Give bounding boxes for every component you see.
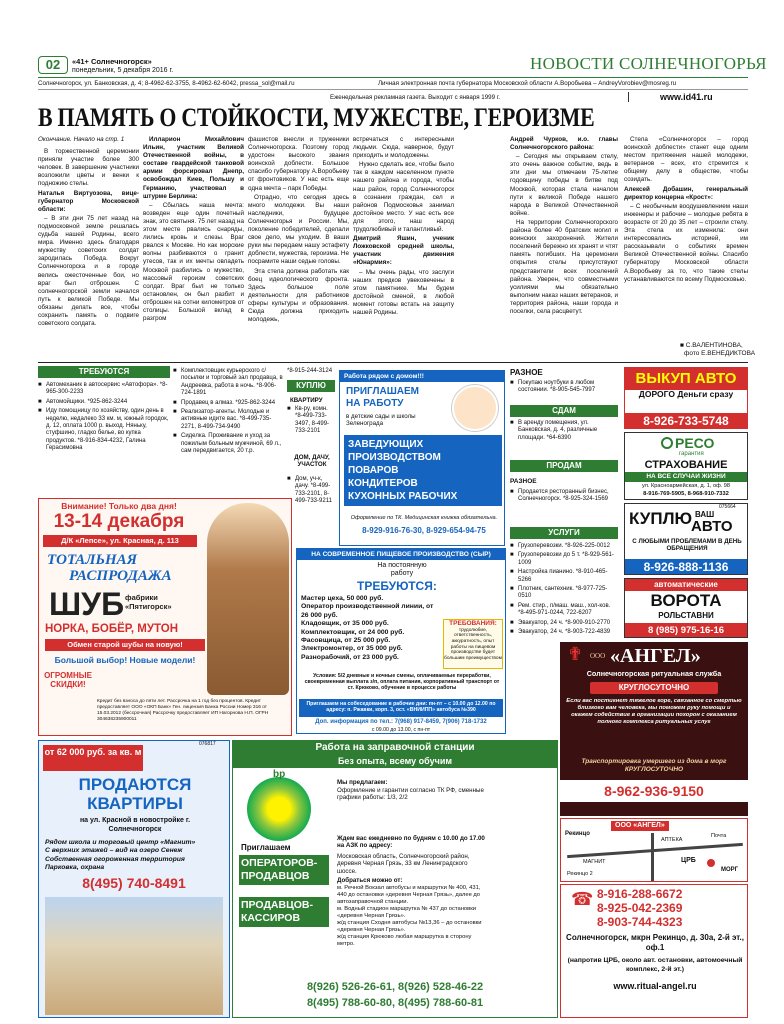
kids-work-note: Оформление по ТК. Медицинская книжка обязательна. [350,515,498,521]
bp-logo-text: bp [273,769,286,780]
gates-phone: 8 (985) 975-16-16 [625,623,747,638]
gates-top: автоматические [625,579,747,591]
realty-ad [38,740,230,1018]
food-contacts: Доп. информация по тел.: 7(968) 917-8459, 7(906) 718-1732 [315,719,487,725]
angel-ad [560,642,748,816]
map-label: Почта [711,833,727,839]
fur-factory: фабрики «Пятигорск» [125,593,172,611]
bp-routes [337,885,487,948]
classified-ad: ■ Продается ресторанный бизнес, Солнечногорск. *8-925-324-1569 [510,489,618,504]
article-column-5 [510,136,618,354]
angel-address-2: (напротив ЦРБ, около авт. остановки, автомоечный комплекс, 2-й эт.) [567,957,743,973]
article-paragraph: Отрадно, что сегодня здесь много молодежи. Вы наши наследники, будущее Солнечногорья и России. Мы, поколение победителей, сделали свое дело, мы уходим. В ваши руки мы передаем нашу эстафету доблести, мужества, героизма. Не посрамите наши седые головы. [248,193,349,266]
building-photo [45,897,223,1015]
fur-credit: Кредит без взноса до пяти лет. Рассрочка на 1 год без процентов. Кредит предоставляет ООО «ОКП Банк» Ген. лицензия Банка России Номер 316 от 15.03.2012 (бессрочная) Рассрочку предоставляет ИП Нагорнова Н.П. ОГРН 304638235900011 [97,699,269,722]
realty-price: от 62 000 руб. за кв. м [43,745,143,771]
angel-logo-icon: ✟ [567,644,583,664]
article-paragraph: Эта стела должна работать как боец идеологического фронта. Здесь большое поле деятельности для работников сферы культуры и образования. Сюда должна приходить молодежь, [248,267,349,324]
fur-dates: 13-14 декабря [53,511,185,532]
bp-wait: Ждем вас ежедневно по будням с 10.00 до 17.00 на АЗК по адресу: [337,835,485,850]
classified-ad: ■ Настройка пианино. *8-910-465-5266 [510,569,618,584]
food-req-box [443,619,503,669]
food-need: ТРЕБУЮТСЯ: [357,579,437,593]
page-number: 02 [45,57,61,72]
article-paragraph: – Сбылась наша мечта: возведен еще один почетный знак, это святыня. 75 лет назад на этом месте рвались снаряды, лились кровь и слезы. Враг рвался к Москве. Но как морские волны разбиваются о гранит утесов, так и их мечты овладеть Москвой разбились о мужество, массовый героизм советских солдат. Враг был не только остановлен, он был разбит и отброшен на сотни километров от столицы. Большой вклад в разгром [143,201,244,323]
section-kuplyu: КУПЛЮ [287,380,335,392]
fur-types: НОРКА, БОБЁР, МУТОН [45,623,178,635]
map-road [651,833,654,881]
bp-phones2: 8(495) 788-60-80, 8(495) 788-60-81 [306,997,484,1009]
food-contacts-time: с 09.00 до 13.00, с пн-пт [371,727,431,733]
section-prodam: ПРОДАМ [510,460,618,472]
speaker-name: Дмитрий Яшин, ученик Ложковской средней школы, участник движения «Юнармия»: [353,235,454,267]
realty-list [45,839,225,873]
angel-contacts [560,884,748,1018]
food-job: Мастер цеха, 50 000 руб. [301,595,384,602]
section-uslugi: УСЛУГИ [510,527,618,539]
map-label: АПТЕКА [661,837,683,843]
realty-phone: 8(495) 740-8491 [82,875,186,891]
kids-work-phones: 8-929-916-76-30, 8-929-654-94-75 [362,526,486,535]
food-production-ad [296,548,506,734]
reso-sub: НА ВСЕ СЛУЧАИ ЖИЗНИ [625,472,747,482]
classified-ad: ■ Реализатор-агенты. Молодые и активные идите вас. *8-499-735-2271, 8-499-734-9490 [173,409,283,431]
food-top: НА СОВРЕМЕННОЕ ПИЩЕВОЕ ПРОИЗВОДСТВО (СЫР) [297,549,505,560]
article-column-1 [38,136,139,354]
kids-work-title1: ПРИГЛАШАЕМ [346,386,419,397]
article-paragraph: встречаться с интересными людьми. Сюда, наверное, будут приходить и молодожены. [353,136,454,160]
classified-ad: ■ Грузоперевозки. *8-926-225-0012 [510,543,618,550]
article-paragraph: – С необычным воодушевлением наши инженеры и рабочие – молодые ребята в возрасте от 20 до 35 лет – строили стелу. Эта стела их изменила: они интересовались историей, им рассказывали о событиях времен Великой Отечественной войны. Спасибо губернатору Московской области А.Воробьеву за то, что такие стелы устанавливаются по всему Подмосковью. [624,202,748,283]
classified-ad: ■ Автомойщики. *925-862-3244 [38,399,170,406]
bp-route: ж/д станция Крюково любая маршрутка в сторону метро. [337,934,472,947]
angel-site[interactable]: www.ritual-angel.ru [613,981,697,991]
bp-offer-title: Мы предлагаем: [337,779,388,786]
continuation-note: Окончание. Начало на стр. 1 [38,136,125,143]
address-line: Солнечногорск, ул. Банковская, д. 4; 8-4962-62-3755, 8-4962-62-6042, pressa_sol@mail.ru [38,80,295,87]
issue-date: понедельник, 5 декабря 2016 г. [72,67,174,74]
classified-ad: ■ Кв-ру, комн. *8-499-733-3497, 8-499-733-2101 [287,406,337,436]
prodam-ad [510,489,618,506]
angel-name: «АНГЕЛ» [610,645,701,667]
article-paragraph: фашистов внесли и труженики Солнечногорска. Поэтому город удостоен высокого звания воинской доблести. Большое спасибо губернатору А.Воробьеву от фронтовиков. У нас есть еще одна мечта – парк Победы. [248,136,349,192]
paper-name: «41+ Солнечногорск» [72,57,152,66]
auto-buy-line2: ВАШ [695,510,715,519]
classified-ad: ■ Автомеханик в автосервис «Автофора». *8-965-300-2233 [38,382,170,397]
map-pin-icon [707,859,715,867]
bp-title1: Работа на заправочной станции [233,741,557,755]
food-job: Фасовщица, от 25 000 руб. [301,637,391,645]
gates-main: ВОРОТА [650,591,722,610]
auto-buy-code: 075664 [719,504,736,510]
reso-logo-icon [661,437,673,449]
auto-buyout-phone: 8-926-733-5748 [625,413,747,429]
classified-ad: ■ Сиделка. Проживание и уход за пожилым больным мужчиной, 69 л., сам передвигается, 20 т.р. [173,433,283,455]
kids-work-list [344,435,502,506]
fur-sale1: ТОТАЛЬНАЯ [47,552,138,568]
bp-pos2: ПРОДАВЦОВ-КАССИРОВ [239,897,329,927]
fur-sale2: РАСПРОДАЖА [69,568,172,584]
classified-ad: ■ Эвакуатор, 24 ч. *8-903-722-4839 [510,629,618,636]
realty-item: Рядом школа и торговый центр «Магнит» [45,839,196,846]
article-column-2 [143,136,244,354]
angel-round: КРУГЛОСУТОЧНО [590,682,718,694]
gates-ad [624,578,748,638]
bp-offer: Оформление и гарантии согласно ТК РФ, сменные графики работы: 1/3, 2/2 [337,787,484,802]
map-road [567,843,743,858]
bp-logo-icon [247,777,311,841]
speaker-name: Андрей Чурков, и.о. главы Солнечногорского района: [510,136,618,152]
bp-route: м. Водный стадион маршрутка № 437 до остановки «деревня Черная Грязь». [337,906,476,919]
realty-address: на ул. Красной в новостройке г. Солнечногорск [79,817,191,833]
bp-pos1: ОПЕРАТОРОВ-ПРОДАВЦОВ [239,855,329,885]
classified-ad: ■ Иду помощницу по хозяйству, один день в неделю, недалеко 33 км. м, южный городок, д. 12, оплата 1000 р. выход. Няньку, стуфшино, гладко белье, во купка продуктов. *8-916-834-4232, Галина Герасимовна [38,408,170,452]
speaker-name: Алексей Добашин, генеральный директор концерна «Крост»: [624,185,748,201]
kids-work-item: ЗАВЕДУЮЩИХ ПРОИЗВОДСТВОМ [348,439,441,463]
kids-work-top: Работа рядом с домом!!! [340,371,505,382]
classified-ad: ■ Эвакуатор, 24 ч. *8-909-910-2770 [510,620,618,627]
section-title: НОВОСТИ СОЛНЕЧНОГОРЬЯ [530,54,767,73]
page-number-badge [38,56,68,74]
article-paragraph: – Сегодня мы открываем стелу, это очень важное событие, ведь в эти дни мы отмечаем 75-летие годовщину победы в битве под Москвой, которая стала началом пути к великой Победе нашего народа в Великой Отечественной войне. [510,153,618,217]
kuplyu-sub-dom: ДОМ, ДАЧУ, УЧАСТОК [294,454,330,469]
gates-sub: РОЛЬСТАВНИ [658,611,714,620]
auto-buyout-ad [624,367,748,429]
article-paragraph: Стела «Солнечногорск – город воинской доблести» станет еще одним местом притяжения нашей молодежи, ветеранов – всех, кто стремится к общему делу в обществе, чтобы созидать. [624,136,748,184]
header-divider [628,92,629,102]
fur-exchange: Обмен старой шубы на новую! [45,639,205,651]
map-label: ЦРБ [681,857,696,864]
weekly-note: Еженедельная рекламная газета. Выходит с января 1999 г. [330,94,500,101]
reso-address: ул. Красноармейская, д. 1, оф. 98 [641,483,731,489]
byline-author: ■ С.ВАЛЕНТИНОВА, [680,342,743,349]
bp-title2: Без опыта, всему обучим [233,755,557,768]
angel-text: Если вас постигнет тяжелое горе, связанное со смертью близкого вам человека, мы поможем руку помощи и окажем содействие в организации похорон с оказанием полного комплекса ритуальных услуг [566,698,742,725]
realty-item: Парковка, охрана [45,864,105,872]
classified-ad: ■ Комплектовщик курьерского с/посылки и торговый зал продавца, в Андреевка, работа в ночь. *8-906-724-1891 [173,368,283,398]
angel-prefix: ООО [590,652,606,660]
kuplyu-sub-kvartira: КВАРТИРУ [290,397,323,404]
realty-item: Собственная огороженная территория [45,855,185,863]
realty-item: С верхних этажей – вид на озеро Сенеж [45,847,183,855]
bp-route-title: Добраться можно от: [337,877,403,884]
food-job: Электромонтер, от 35 000 руб. [301,645,403,653]
sdam-ad [510,420,618,444]
fur-place: Д/К «Лепсе», ул. Красная, д. 113 [43,535,197,547]
fur-sale-ad [38,498,292,736]
article-column-4 [353,136,454,354]
classified-ad: ■ Дом, уч-к, дачу. *8-499-733-2101, 8-499-733-9211 [287,476,337,506]
food-req-text: трудолюбие, ответственность, аккуратность, опыт работы на пищевом производстве будет большим преимуществом [444,627,502,661]
kids-work-title2: НА РАБОТУ [346,398,404,409]
uslugi-list [510,543,618,638]
angel-address: Солнечногорск, мкрн Рекинцо, д. 30а, 2-й эт., оф.1 [566,933,744,952]
angel-transport: Транспортировка умершего из дома в морг КРУГЛОСУТОЧНО [581,758,727,773]
food-job: Комплектовщик, от 24 000 руб. [301,628,405,636]
classified-ad: ■ Покупаю ноутбуки в любом состоянии. *8-905-545-7997 [510,380,618,395]
auto-buyout-sub: ДОРОГО Деньги сразу [638,389,734,399]
realty-code: 076817 [199,741,216,747]
auto-buy-ad [624,503,748,575]
map-label: Рекинцо 2 [567,871,593,877]
speaker-name: Илларион Михайлович Ильин, участник Великой Отечественной войны, в составе гвардейской танковой армии форсировал Днепр, освобождал Киев, Польшу и Германию, участвовал в штурме Берлина: [143,136,244,200]
map-label: МАГНИТ [583,859,606,865]
article-paragraph: На территории Солнечногорского района более 40 братских могил и воинских захоронений. Жители поселений бережно их хранят и чтят память погибших. На церемонии открытия стелы присутствуют представители всех поселений района. Уверен, что совместными усилиями мы обязательно выполним наказ наших ветеранов, и территория района, наши города и поселки, села расцветут. [510,218,618,315]
speaker-name: Наталья Виртуозова, вице-губернатор Московской области: [38,189,139,213]
map-label: Рекинцо [565,831,590,837]
auto-buy-line3: АВТО [691,518,733,535]
fur-top: Внимание! Только два дня! [61,501,177,511]
article-column-6 [624,136,748,342]
kuplyu-kvartira-ad [287,406,337,438]
header-rule [38,77,748,78]
trebuyutsya-phone-top: *8-915-244-3124 [287,368,333,374]
bp-route: ж/д станция Сходня автобусы №13,36 – до остановки «деревня Черная Грязь». [337,920,482,933]
angel-phone-2: 8-925-042-2369 [597,901,683,915]
website: www.id41.ru [660,92,713,102]
kids-work-ad [339,370,505,546]
reso-brand-sub: гарантия [679,451,704,457]
prodam-sub: РАЗНОЕ [510,478,537,485]
article-paragraph: – Мы очень рады, что заслуги наших предков увековечены в этом памятнике. Мы будем достойной сменой, в любой момент готовы встать на защиту нашей Родины. [353,268,454,316]
reso-brand: РЕСО [675,435,715,451]
article-bottom-rule [38,362,748,363]
article-paragraph: В торжественной церемонии приняли участие более 300 человек. В завершение участники возложили цветы и венки к подножию стелы. [38,148,139,188]
classified-ad: ■ Рем. стир., п/маш. маш., хол-ков. *8-495-971-0244, 722-6207 [510,603,618,618]
byline-photo: фото Е.ВЕНЕДИКТОВА [684,350,756,357]
food-req-title: ТРЕБОВАНИЯ: [449,620,497,627]
kuplyu-dom-ad [287,476,337,508]
chef-illustration [452,385,498,431]
classified-ad: ■ Плотник, сантехник. *8-977-725-0510 [510,586,618,601]
kids-work-item: ПОВАРОВ [348,465,399,476]
fur-choice: Большой выбор! Новые модели! [54,655,196,665]
kids-work-item: КУХОННЫХ РАБОЧИХ [348,491,458,502]
bp-address: Московская область, Солнечногорский район, деревня Черная Грязь, 33 км Ленинградского шоссе. [337,853,470,875]
header-rule-2 [38,89,748,90]
kids-work-sub: в детские сады и школы Зеленограда [346,413,416,428]
reso-phones: 8-916-769-5905, 8-968-910-7332 [643,491,729,497]
fur-model-photo [207,503,289,695]
classified-ad: ■ Грузоперевозки до 5 т. *8-929-561-1009 [510,552,618,567]
bp-route: м. Речной Вокзал автобусы и маршрутки № 400, 431, 440 до остановки «деревня Черная Грязь», далее до автозаправочной станции. [337,885,481,905]
food-jobs [301,595,441,662]
governor-email: Личная электронная почта губернатора Московской области А.Воробьева – AndreyVorobiev@mosreg.ru [378,80,677,87]
auto-buy-line1: КУПЛЮ [629,509,693,528]
food-job: Разнорабочий, от 23 000 руб. [301,653,399,661]
section-trebuyutsya: ТРЕБУЮТСЯ [38,366,170,378]
fur-shub: ШУБ [49,586,125,622]
food-interview: Приглашаем на собеседование в рабочие дни: пн-пт – с 10.00 до 12.00 по адресу: п. Ржавки, корп. 3, ост. «ВНИИПП» автобуса №390 [299,699,503,717]
section-sdam: СДАМ [510,405,618,417]
raznoe-ad [510,380,618,397]
angel-phone-3: 8-903-744-4323 [597,915,683,929]
article-paragraph: Нужно сделать все, чтобы было так в каждом населенном пункте нашего района и города, чтобы наш район, город Солнечногорск в сознании граждан, сел и районов Подмосковья занимал достойное место. У нас есть все для этого, наш народ трудолюбивый и талантливый. [353,161,454,234]
trebuyutsya-col2 [173,368,283,457]
map-label: МОРГ [721,867,739,873]
fur-discount: ОГРОМНЫЕ СКИДКИ! [44,671,92,689]
angel-phone-1: 8-916-288-6672 [597,887,683,901]
trebuyutsya-col1 [38,382,170,455]
classified-ad: ■ В аренду помещения, ул. Банковская, д. 4, различные площади. *64-6390 [510,420,618,442]
article-paragraph: – В эти дни 75 лет назад на подмосковной земле решалась судьба нашей Родины, всего мира. Именно здесь благодаря мужеству советских солдат зародилась Победа. Вокруг Солнечногорска и в городе велись ожесточенные бои, но враг был отброшен. С солнечногорской земли начался путь к великой Победе. Мы обязаны делать все, чтобы сохранить память о подвиге советского солдата. [38,214,139,328]
article-column-3 [248,136,349,354]
auto-buy-phone: 8-926-888-1136 [625,559,747,575]
bp-invite: Приглашаем [241,843,291,852]
phone-icon: ☎ [571,889,594,909]
reso-title: СТРАХОВАНИЕ [644,459,728,471]
auto-buyout-title: ВЫКУП АВТО [625,368,747,390]
bp-ad [232,740,558,1018]
auto-buy-sub: С ЛЮБЫМИ ПРОБЛЕМАМИ В ДЕНЬ ОБРАЩЕНИЯ [632,538,742,553]
section-raznoe: РАЗНОЕ [510,368,543,377]
angel-phone: 8-962-936-9150 [560,780,748,802]
kids-work-item: КОНДИТЕРОВ [348,478,418,489]
realty-title: ПРОДАЮТСЯ КВАРТИРЫ [78,775,192,813]
angel-map [560,818,748,882]
bp-phones1: 8(926) 526-26-61, 8(926) 528-46-22 [306,981,484,993]
angel-sub: Солнечногорская ритуальная служба [586,669,722,678]
food-job: Кладовщик, от 35 000 руб. [301,620,389,628]
food-permanent: На постоянную работу [377,562,427,578]
article-headline: В ПАМЯТЬ О СТОЙКОСТИ, МУЖЕСТВЕ, ГЕРОИЗМЕ [38,103,595,132]
reso-ad [624,432,748,500]
food-job: Оператор производственной линии, от 26 000 руб. [301,603,434,619]
angel-map-title: ООО «АНГЕЛ» [611,821,669,831]
food-conditions: Условия: 5/2 дневные и ночные смены, оплачиваемые переработки, своевременная выплата з/п, оплата питания, корпоративный транспорт от ст. Крюково, обучение в процессе работы [304,673,500,692]
classified-ad: ■ Продавец в алмаз. *925-862-3244 [173,400,283,407]
